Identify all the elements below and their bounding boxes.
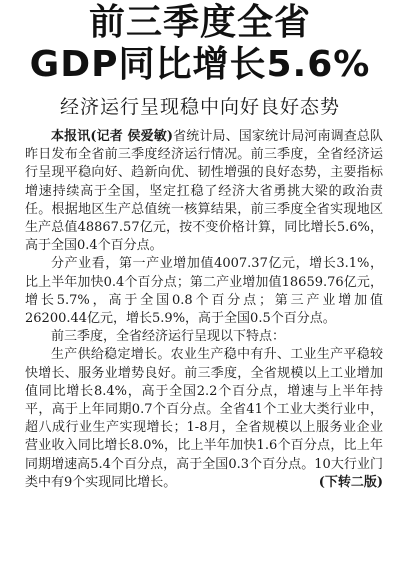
paragraph-4-text: 生产供给稳定增长。农业生产稳中有升、工业生产平稳较快增长、服务业增势良好。前三季度，全省规模以上工业增加值同比增长8.4%，高于全国2.2个百分点，增速与上半年持平，高于上年同期0.7个百分点。全省41个工业大类行业中，超八成行业生产实现增长；1-8月，全省规模以上服务业企业营业收入同比增长8.0%，比上半年加快1.6个百分点，比上年同期增速高5.4个百分点，高于全国0.3个百分点。10大行业门类中有9个实现同比增长。 <box>25 347 383 490</box>
headline-line-2: GDP同比增长5.6% <box>29 44 371 85</box>
paragraph-4 <box>25 346 383 492</box>
article-body <box>25 128 383 492</box>
subheadline: 经济运行呈现稳中向好良好态势 <box>59 96 340 118</box>
paragraph-1 <box>25 128 383 255</box>
paragraph-3: 前三季度，全省经济运行呈现以下特点： <box>51 329 286 345</box>
paragraph-1-text: 省统计局、国家统计局河南调查总队昨日发布全省前三季度经济运行情况。前三季度，全省经济运行呈现平稳向好、趋新向优、韧性增强的良好态势，主要指标增速持续高于全国，坚定扛稳了经济大省勇挑大梁的政治责任。根据地区生产总值统一核算结果，前三季度全省实现地区生产总值48867.57亿元，按不变价格计算，同比增长5.6%，高于全国0.4个百分点。 <box>25 129 383 254</box>
headline-line-1: 前三季度全省 <box>88 2 311 43</box>
continued-note: (下转二版) <box>318 474 383 490</box>
dateline: 本报讯(记者 侯爱敏) <box>51 129 174 144</box>
paragraph-2: 分产业看，第一产业增加值4007.37亿元，增长3.1%，比上半年加快0.4个百分点；第二产业增加值18659.76亿元，增长5.7%，高于全国0.8个百分点；第三产业增加值26200.44亿元，增长5.9%，高于全国0.5个百分点。 <box>25 256 383 327</box>
